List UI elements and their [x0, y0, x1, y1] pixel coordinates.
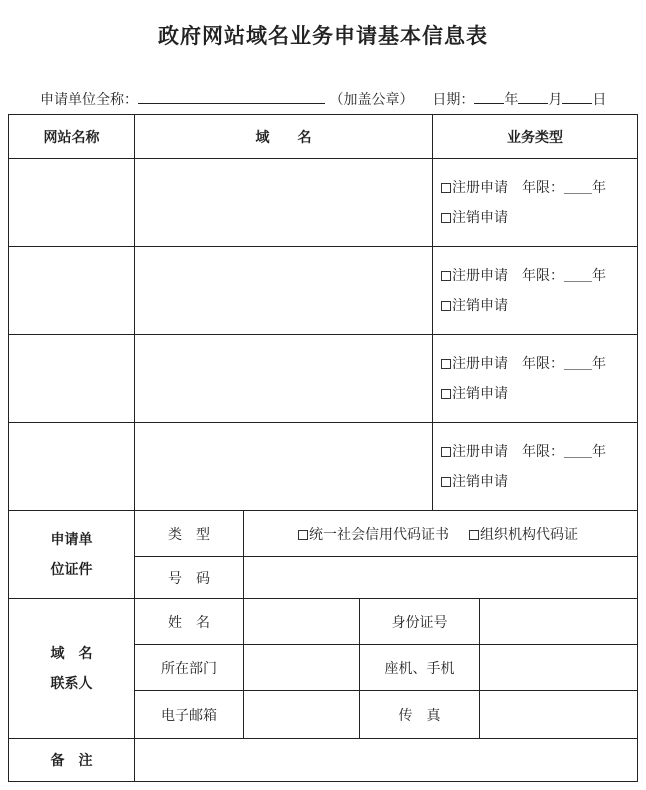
register-checkbox[interactable]: [441, 447, 451, 457]
cancel-label: 注销申请: [452, 209, 508, 226]
email-field[interactable]: [244, 691, 360, 739]
form-title: 政府网站域名业务申请基本信息表: [158, 23, 488, 48]
applicant-label: 申请单位全称：: [40, 92, 138, 108]
cancel-checkbox[interactable]: [441, 477, 451, 487]
term-label: 年限：＿＿年: [522, 179, 606, 196]
certificate-number-label: 号 码: [135, 557, 244, 599]
certificate-type-label: 类 型: [135, 511, 244, 557]
org-code-checkbox[interactable]: [469, 530, 479, 540]
register-label: 注册申请: [452, 267, 508, 284]
certificate-label-line1: 申请单: [50, 531, 93, 548]
cancel-label: 注销申请: [452, 297, 508, 314]
month-field[interactable]: [518, 89, 548, 104]
domain-cell[interactable]: [135, 423, 433, 511]
header-service-type: 业务类型: [433, 115, 638, 159]
name-label: 姓 名: [135, 599, 244, 645]
term-label: 年限：＿＿年: [522, 267, 606, 284]
register-label: 注册申请: [452, 355, 508, 372]
service-type-cell: [433, 423, 638, 511]
org-code-label: 组织机构代码证: [480, 526, 578, 543]
email-label: 电子邮箱: [135, 691, 244, 739]
fax-field[interactable]: [480, 691, 638, 739]
header-site-name: 网站名称: [9, 115, 135, 159]
cancel-checkbox[interactable]: [441, 301, 451, 311]
site-name-cell[interactable]: [9, 159, 135, 247]
table-row: [9, 335, 638, 423]
site-name-cell[interactable]: [9, 423, 135, 511]
service-type-cell: [433, 335, 638, 423]
term-label: 年限：＿＿年: [522, 443, 606, 460]
phone-field[interactable]: [480, 645, 638, 691]
day-field[interactable]: [562, 89, 592, 104]
cancel-checkbox[interactable]: [441, 389, 451, 399]
table-row: [9, 423, 638, 511]
register-checkbox[interactable]: [441, 183, 451, 193]
site-name-cell[interactable]: [9, 335, 135, 423]
contact-row-1: [9, 599, 638, 645]
credit-code-label: 统一社会信用代码证书: [309, 526, 449, 543]
id-label: 身份证号: [360, 599, 480, 645]
remarks-label: 备 注: [9, 739, 135, 782]
application-table: [8, 114, 638, 782]
cancel-label: 注销申请: [452, 385, 508, 402]
seal-note: （加盖公章）: [329, 92, 414, 108]
header-domain: 域 名: [135, 115, 433, 159]
dept-label: 所在部门: [135, 645, 244, 691]
contact-label-line2: 联系人: [50, 675, 93, 692]
cancel-label: 注销申请: [452, 473, 508, 490]
applicant-name-field[interactable]: [138, 89, 325, 104]
year-label: 年: [504, 92, 519, 108]
remarks-row: [9, 739, 638, 782]
register-checkbox[interactable]: [441, 271, 451, 281]
table-row: [9, 247, 638, 335]
remarks-field[interactable]: [135, 739, 638, 782]
id-field[interactable]: [480, 599, 638, 645]
applicant-line: [40, 89, 606, 109]
fax-label: 传 真: [360, 691, 480, 739]
term-label: 年限：＿＿年: [522, 355, 606, 372]
day-label: 日: [592, 92, 607, 108]
certificate-label-line2: 位证件: [50, 561, 93, 578]
service-type-cell: [433, 247, 638, 335]
month-label: 月: [548, 92, 563, 108]
certificate-number-field[interactable]: [244, 557, 638, 599]
certificate-label: [9, 511, 135, 599]
domain-cell[interactable]: [135, 335, 433, 423]
register-checkbox[interactable]: [441, 359, 451, 369]
contact-label: [9, 599, 135, 739]
dept-field[interactable]: [244, 645, 360, 691]
site-name-cell[interactable]: [9, 247, 135, 335]
name-field[interactable]: [244, 599, 360, 645]
table-row: [9, 159, 638, 247]
phone-label: 座机、手机: [360, 645, 480, 691]
certificate-type-options: [244, 511, 638, 557]
header-row: [9, 115, 638, 159]
register-label: 注册申请: [452, 443, 508, 460]
register-label: 注册申请: [452, 179, 508, 196]
service-type-cell: [433, 159, 638, 247]
domain-cell[interactable]: [135, 159, 433, 247]
contact-label-line1: 域 名: [50, 645, 93, 662]
date-label: 日期：: [432, 92, 475, 108]
credit-code-checkbox[interactable]: [298, 530, 308, 540]
cancel-checkbox[interactable]: [441, 213, 451, 223]
certificate-type-row: [9, 511, 638, 557]
domain-cell[interactable]: [135, 247, 433, 335]
year-field[interactable]: [474, 89, 504, 104]
